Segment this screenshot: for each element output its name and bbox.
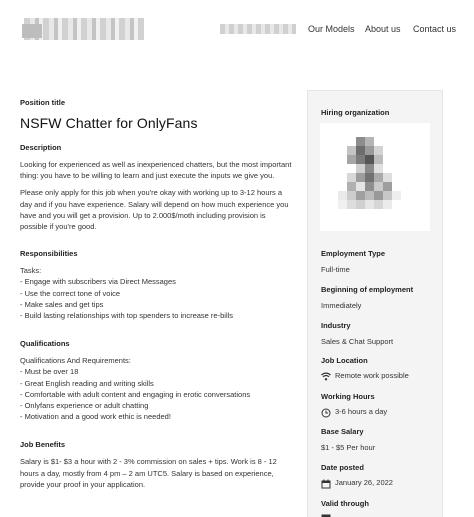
benefits-heading: Job Benefits xyxy=(20,440,66,450)
site-logo-mark xyxy=(22,24,42,38)
calendar-icon xyxy=(321,479,331,488)
hiring-org-label: Hiring organization xyxy=(321,108,390,117)
position-title-label: Position title xyxy=(20,98,65,107)
list-item: - Must be over 18 xyxy=(20,367,79,377)
location-row xyxy=(321,371,409,381)
benefits-text: Salary is $1- $3 a hour with 2 - 3% commission on sales + tips. Work is 8 - 12 hours a day, mostly from 4 pm – 2 am UTC5. Salary is based on experience, provide your proof in your application. xyxy=(20,457,277,489)
industry-value: Sales & Chat Support xyxy=(321,337,394,346)
list-item: - Comfortable with adult content and engaging in erotic conversations xyxy=(20,389,251,399)
page-title: NSFW Chatter for OnlyFans xyxy=(20,115,198,131)
description-paragraph-2: Please only apply for this job when you're okay with working up to 3-12 hours a day and if you have experience. Salary will depend on how much experience you have and you will get a provision. Up to 2.000$/moth including provision is possible if you're good. xyxy=(20,188,289,232)
responsibilities-intro: Tasks: xyxy=(20,266,42,276)
site-logo[interactable] xyxy=(24,18,144,40)
beginning-value: Immediately xyxy=(321,301,362,310)
nav-item-blurred[interactable] xyxy=(220,24,296,34)
date-posted-label: Date posted xyxy=(321,463,364,472)
hours-value: 3-6 hours a day xyxy=(335,407,388,416)
list-item: - Make sales and get tips xyxy=(20,299,104,309)
calendar-icon xyxy=(321,513,331,517)
nav-contact-us[interactable]: Contact us xyxy=(413,24,457,34)
nav-our-models[interactable]: Our Models xyxy=(308,24,355,34)
list-item: - Motivation and a good work ethic is needed! xyxy=(20,412,171,422)
hours-row xyxy=(321,407,387,417)
job-sidebar xyxy=(307,90,443,517)
list-item: - Build lasting relationships with top spenders to increase re-bills xyxy=(20,311,234,321)
wifi-icon xyxy=(321,372,331,381)
clock-icon xyxy=(321,408,331,417)
salary-label: Base Salary xyxy=(321,427,364,436)
industry-label: Industry xyxy=(321,321,351,330)
list-item: - Use the correct tone of voice xyxy=(20,288,121,298)
date-posted-value: January 26, 2022 xyxy=(335,478,393,487)
responsibilities-heading: Responsibilities xyxy=(20,249,78,259)
valid-through-label: Valid through xyxy=(321,499,369,508)
valid-through-row xyxy=(321,512,335,517)
job-posting xyxy=(20,98,292,490)
description-heading: Description xyxy=(20,143,62,152)
date-posted-row xyxy=(321,478,393,488)
beginning-label: Beginning of employment xyxy=(321,285,414,294)
list-item: - Onlyfans experience or adult chatting xyxy=(20,401,149,411)
nav-about-us[interactable]: About us xyxy=(365,24,401,34)
list-item: - Engage with subscribers via Direct Messages xyxy=(20,277,176,287)
qualifications-heading: Qualifications xyxy=(20,339,70,349)
location-value: Remote work possible xyxy=(335,371,409,380)
company-logo xyxy=(320,123,430,231)
salary-value: $1 - $5 Per hour xyxy=(321,443,376,452)
employment-type-label: Employment Type xyxy=(321,249,386,258)
hours-label: Working Hours xyxy=(321,392,375,401)
location-label: Job Location xyxy=(321,356,368,365)
list-item: - Great English reading and writing skills xyxy=(20,378,154,388)
qualifications-intro: Qualifications And Requirements: xyxy=(20,356,131,366)
employment-type-value: Full-time xyxy=(321,265,350,274)
description-paragraph-1: Looking for experienced as well as inexperienced chatters, but the most important thing: you have to be willing to learn and just execute the inputs we give you. xyxy=(20,160,292,181)
